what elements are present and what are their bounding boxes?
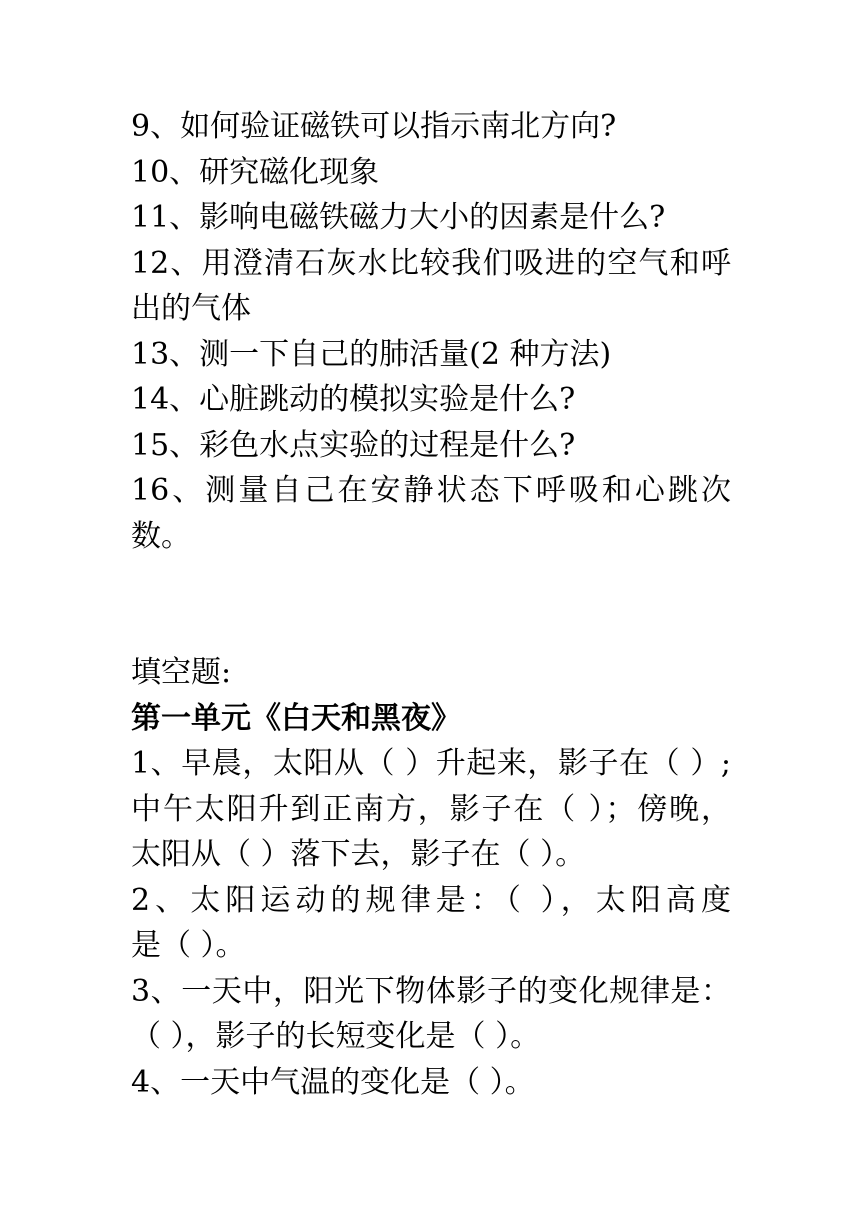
question-line-14: 14、心脏跳动的模拟实验是什么?	[131, 382, 576, 417]
fill-line-2b: 是（ ）。	[131, 928, 246, 963]
fill-line-1a: 1、早晨，太阳从（ ）升起来，影子在（ ）;	[131, 746, 731, 781]
fill-section-heading: 填空题:	[131, 655, 232, 690]
question-line-10: 10、研究磁化现象	[131, 154, 380, 190]
question-line-12a: 12、用澄清石灰水比较我们吸进的空气和呼	[131, 245, 731, 281]
question-line-16a: 16、测量自己在安静状态下呼吸和心跳次	[131, 473, 731, 508]
fill-line-1c: 太阳从（ ）落下去，影子在（ ）。	[131, 837, 586, 872]
question-line-13: 13、测一下自己的肺活量(2 种方法)	[131, 336, 612, 372]
fill-line-2a: 2、太阳运动的规律是：（ ），太阳高度	[131, 882, 731, 918]
question-line-12b: 出的气体	[131, 291, 251, 326]
question-line-11: 11、影响电磁铁磁力大小的因素是什么?	[131, 200, 666, 235]
fill-line-4: 4、一天中气温的变化是（ ）。	[131, 1064, 535, 1100]
fill-line-3b: （ ），影子的长短变化是（ ）。	[131, 1019, 541, 1054]
unit-title: 第一单元《白天和黑夜》	[131, 700, 461, 736]
question-line-15: 15、彩色水点实验的过程是什么?	[131, 427, 576, 463]
fill-line-3a: 3、一天中，阳光下物体影子的变化规律是：	[131, 973, 731, 1009]
fill-line-1b: 中午太阳升到正南方，影子在（ ）；傍晚，	[131, 791, 731, 827]
document-page	[131, 104, 731, 1105]
question-line-9: 9、如何验证磁铁可以指示南北方向?	[131, 109, 617, 144]
section-gap	[131, 559, 731, 650]
question-line-16b: 数。	[131, 518, 191, 554]
